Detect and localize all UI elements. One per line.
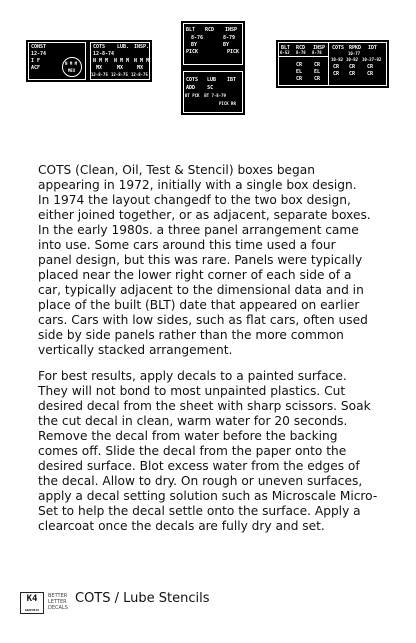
rpkd-header: RPKD bbox=[349, 45, 362, 51]
insp-header-3: INSP bbox=[313, 45, 326, 51]
cots-row-2b: N M M bbox=[114, 58, 130, 64]
cots-date-3a: 10-82 bbox=[331, 57, 344, 62]
decal-samples bbox=[0, 0, 416, 140]
blt-date: 8-76 bbox=[191, 35, 204, 41]
cots-row-1: 12-8-74 bbox=[93, 51, 115, 57]
logo-mark: K4 bbox=[26, 594, 38, 604]
cots-row-2c: N M M bbox=[134, 58, 150, 64]
cots-row-3a: MX bbox=[96, 65, 103, 71]
divider-1 bbox=[328, 42, 329, 86]
cots-date-3c: 10-27-82 bbox=[362, 57, 382, 62]
mid-el-r: EL bbox=[314, 69, 321, 75]
lub-header-2: LUB bbox=[207, 77, 217, 83]
mid-el: EL bbox=[296, 69, 303, 75]
rcd-header: RCD bbox=[205, 27, 215, 33]
blt-pick: PICK bbox=[186, 49, 199, 55]
sheet-title: COTS / Lube Stencils bbox=[75, 591, 210, 606]
cots-cr-2b: CR bbox=[349, 71, 356, 77]
cots-line-2: BT PCK BT 7-8-79 bbox=[185, 93, 226, 98]
tagline-line-3: DECALS bbox=[48, 605, 68, 611]
const-builder: ACF bbox=[31, 65, 41, 71]
mid-cr-r1: CR bbox=[314, 62, 321, 68]
cots-line-3: PICK RR bbox=[219, 101, 236, 106]
footer bbox=[20, 590, 320, 618]
decal-panel-3 bbox=[276, 40, 389, 88]
insp-date-3: 8-78 bbox=[312, 50, 322, 55]
logo-subtext: GRAPHICS bbox=[24, 608, 40, 612]
const-code: I F bbox=[31, 58, 41, 64]
ibt-header: IBT bbox=[227, 77, 237, 83]
mid-cr-2: CR bbox=[296, 76, 303, 82]
cots-date-3: 10-77 bbox=[348, 51, 361, 56]
cots-cr-2c: CR bbox=[367, 71, 374, 77]
blt-header-3: BLT bbox=[281, 45, 291, 51]
rcd-header-3: RCD bbox=[296, 45, 306, 51]
const-date: 12-74 bbox=[31, 51, 47, 57]
insp-date: 8-79 bbox=[223, 35, 236, 41]
mid-cr-r2: CR bbox=[314, 76, 321, 82]
insp-header: INSP. bbox=[134, 44, 150, 50]
tagline-line-1: BETTER bbox=[48, 593, 68, 599]
cots-row-3c: MX bbox=[137, 65, 144, 71]
instructions-paragraph: For best results, apply decals to a painted surface. They will not bond to most unpainted plastics. Cut desired decal from the sheet with sharp scissors. Soak the cut decal in clean, warm water for 20 seconds. Remove the decal from water before the backing comes off. Slide the decal from the paper onto the desired surface. Blot excess water from the edges of the decal. Allow to dry. On rough or uneven surfaces, apply a decal setting solution such as Microscale Micro- Set to help the decal settle onto the surface. Apply a clearcoat once the decals are fully dry and set. bbox=[38, 369, 378, 533]
brand-tagline bbox=[48, 593, 68, 611]
brand-logo bbox=[20, 592, 44, 614]
tagline-line-2: LETTER bbox=[48, 599, 67, 605]
insp-header-2: INSP bbox=[225, 27, 238, 33]
stamp-line2: MEX bbox=[68, 68, 76, 73]
blt-header: BLT bbox=[186, 27, 196, 33]
mid-cr-1: CR bbox=[296, 62, 303, 68]
cots-row-4b: 12-8-75 bbox=[111, 72, 128, 77]
cots-line-1: ADD SC bbox=[186, 85, 214, 91]
cots-header-3: COTS bbox=[332, 45, 345, 51]
cots-header: COTS bbox=[93, 44, 106, 50]
cots-row-2a: N M M bbox=[93, 58, 109, 64]
divider-h bbox=[278, 56, 328, 57]
cots-row-4c: 12-8-75 bbox=[131, 72, 148, 77]
history-paragraph: COTS (Clean, Oil, Test & Stencil) boxes began appearing in 1972, initially with a single box design. In 1974 the layout changedf to the two box design, either joined together, or as adjacent, separate boxes. In the early 1980s. a three panel arrangement came into use. Some cars around this time used a four panel design, but this was rare. Panels were typically placed near the lower right corner of each side of a car, typically adjacent to the dimensional data and in place of the built (BLT) date that appeared on earlier cars. Cars with low sides, such as flat cars, often used side by side panels rather than the more common vertically stacked arrangement. bbox=[38, 163, 371, 357]
cots-cr-2a: CR bbox=[333, 71, 340, 77]
decal-panel-2 bbox=[181, 21, 245, 115]
stamp-line1: N M M bbox=[65, 61, 78, 66]
const-label: CONST bbox=[31, 44, 47, 50]
cots-cr-1b: CR bbox=[349, 64, 356, 70]
cots-date-3b: 10-82 bbox=[346, 57, 359, 62]
cots-cr-1a: CR bbox=[333, 64, 340, 70]
blt-by: BY bbox=[191, 42, 198, 48]
cots-row-4a: 12-8-75 bbox=[91, 72, 108, 77]
cots-header-2: COTS bbox=[186, 77, 199, 83]
blt-date-3: 6-52 bbox=[280, 50, 290, 55]
insp-pick: PICK bbox=[227, 49, 240, 55]
rcd-date-3: 8-78 bbox=[296, 50, 306, 55]
insp-by: BY bbox=[223, 42, 230, 48]
cots-row-3b: MX bbox=[117, 65, 124, 71]
idt-header: IDT bbox=[368, 45, 378, 51]
decal-panel-1 bbox=[26, 40, 152, 82]
lub-header: LUB. bbox=[117, 44, 130, 50]
stamp-oval bbox=[62, 57, 82, 77]
cots-cr-1c: CR bbox=[367, 64, 374, 70]
